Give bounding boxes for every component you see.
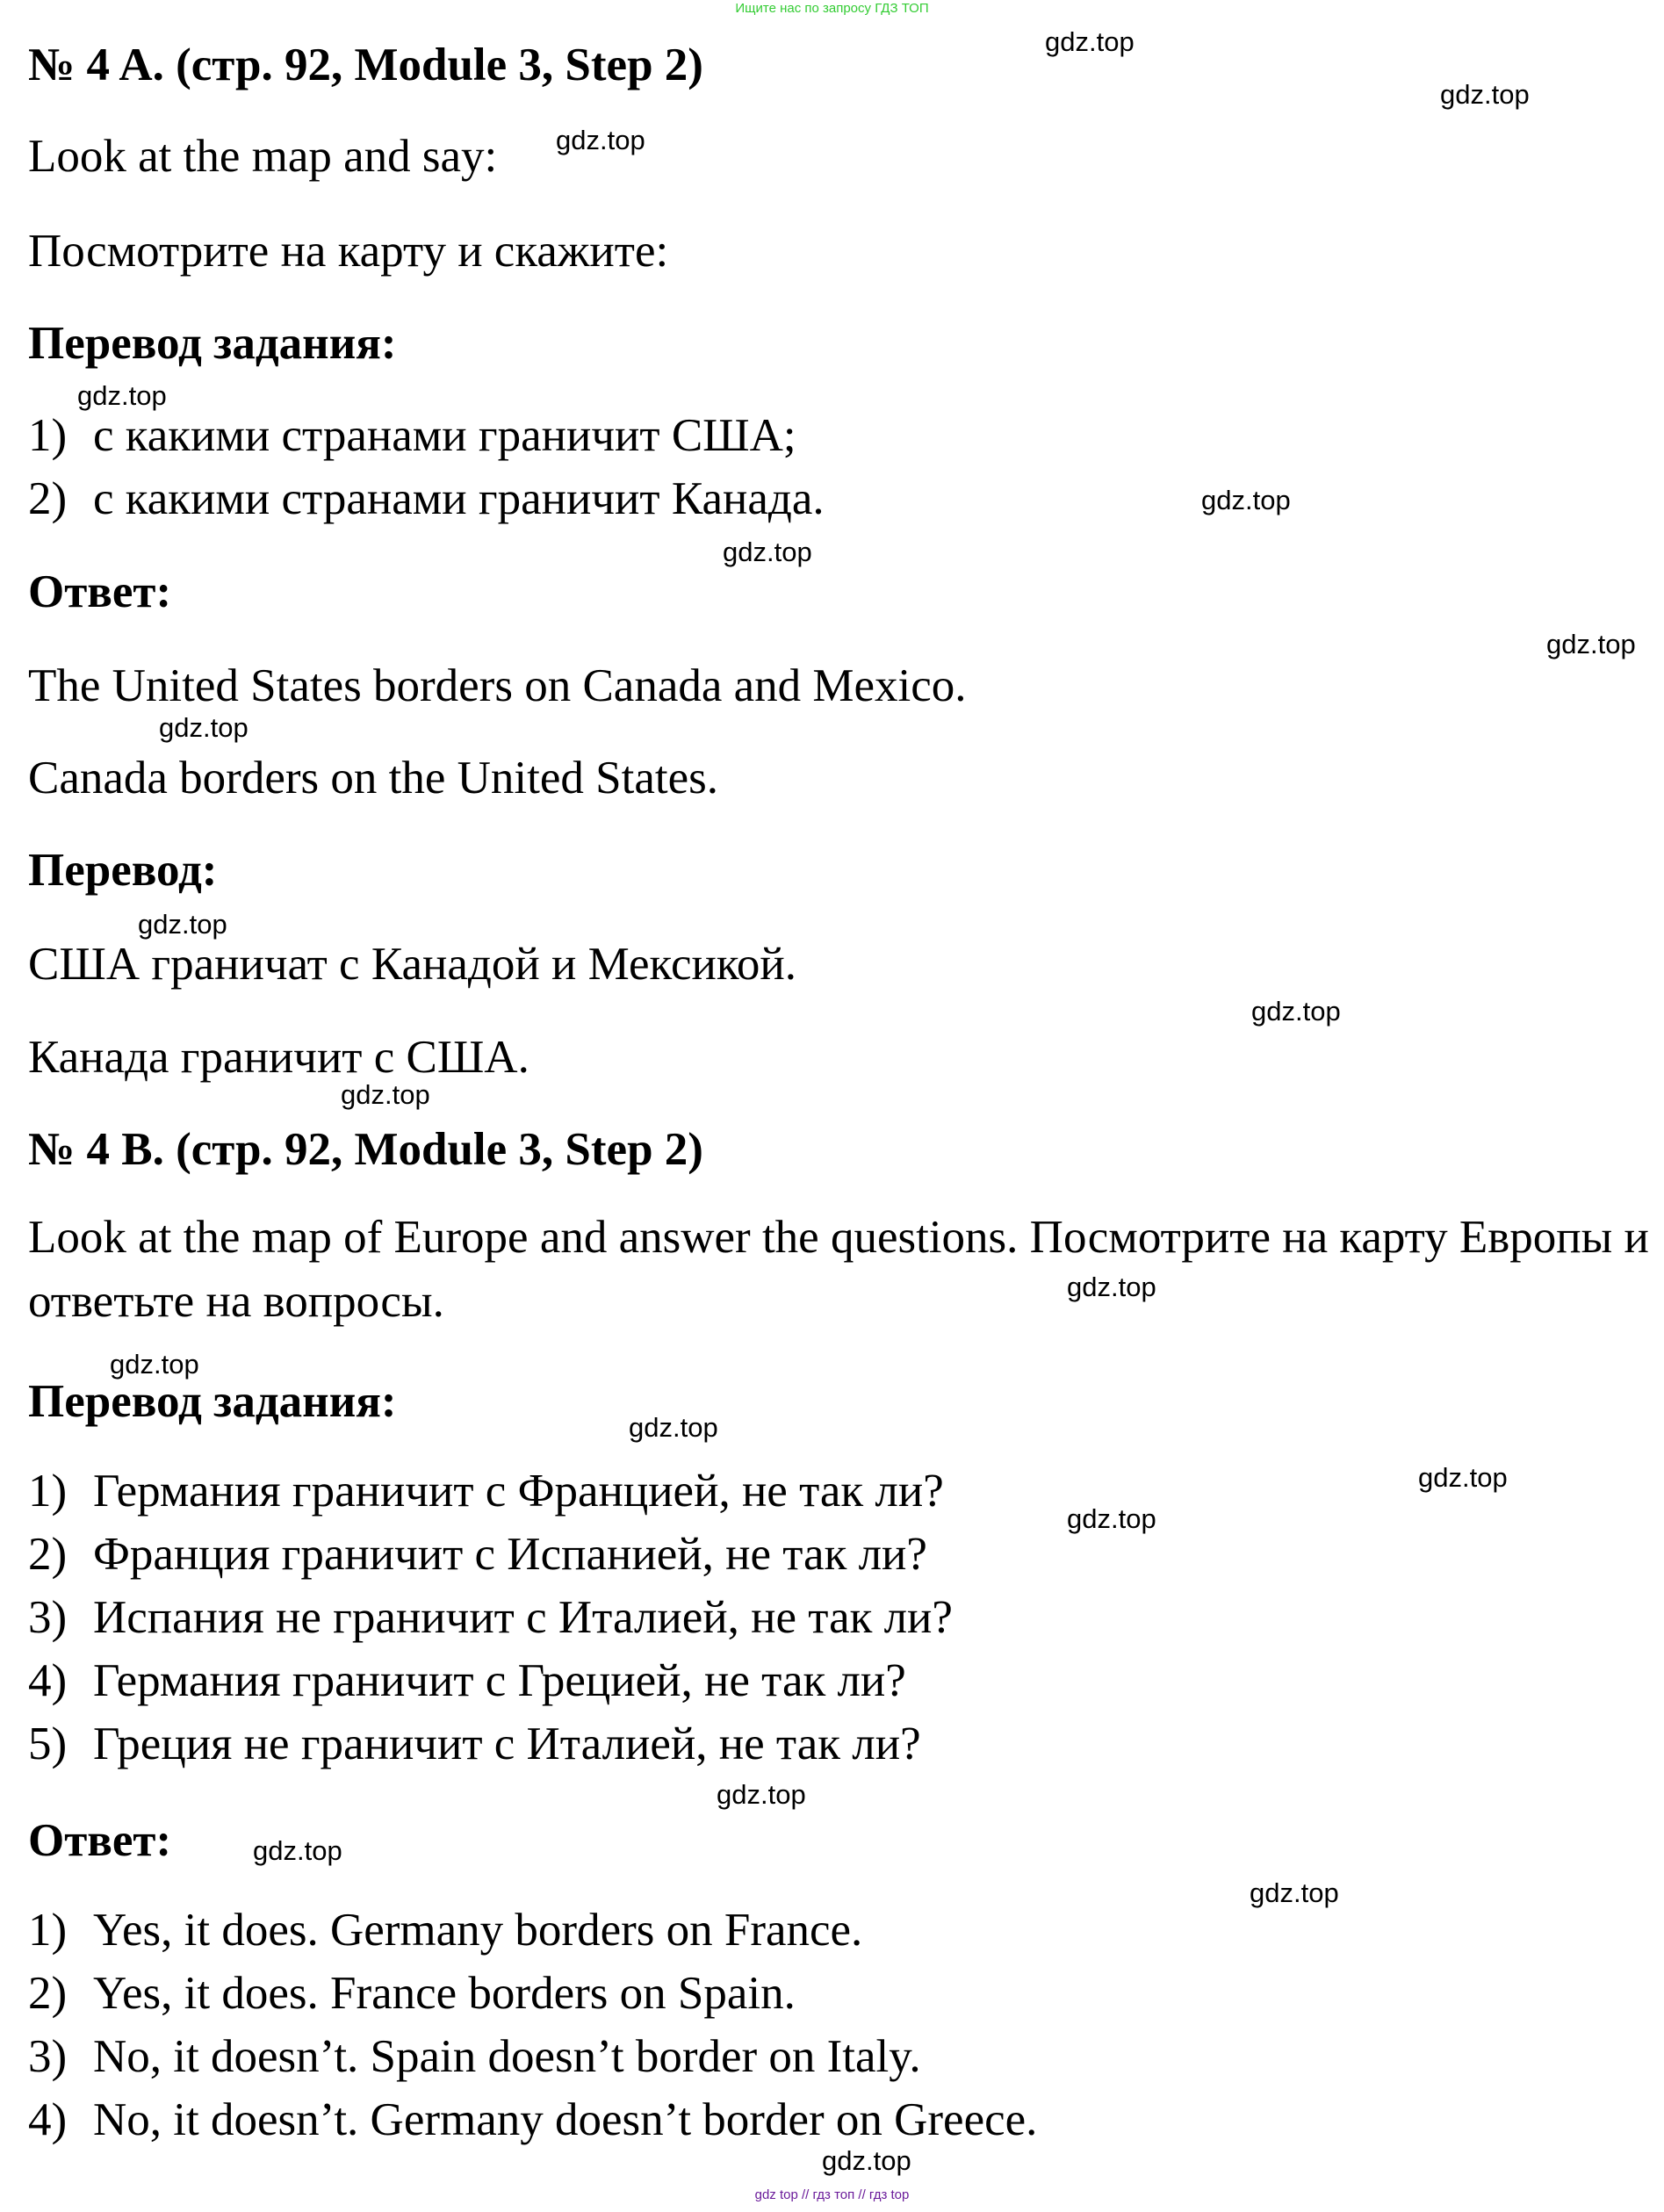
list-text: Франция граничит с Испанией, не так ли? [93,1529,927,1580]
watermark: gdz.top [1251,996,1341,1027]
watermark: gdz.top [629,1412,718,1443]
watermark: gdz.top [1201,485,1291,515]
watermark: gdz.top [717,1779,806,1810]
section-b-task-4 [28,1655,906,1706]
list-text: Греция не граничит с Италией, не так ли? [93,1718,921,1769]
watermark: gdz.top [253,1835,342,1866]
section-b-answer-2 [28,1968,796,2019]
section-b-answer-3 [28,2031,921,2082]
list-number: 5) [28,1718,68,1769]
section-a-answer-2: Canada borders on the United States. [28,753,718,803]
list-text: Германия граничит с Грецией, не так ли? [93,1655,906,1706]
watermark: gdz.top [341,1079,430,1110]
section-a-translation-2: Канада граничит с США. [28,1032,529,1083]
section-a-answer-heading: Ответ: [28,566,172,617]
top-banner: Ищите нас по запросу ГДЗ ТОП [735,1,929,16]
section-b-task-5 [28,1718,921,1769]
watermark: gdz.top [1067,1272,1156,1302]
section-a-instruction-en: Look at the map and say: [28,131,498,182]
list-number: 3) [28,1592,68,1643]
section-a-answer-1: The United States borders on Canada and Mexico. [28,660,967,711]
bottom-banner: gdz top // гдз топ // гдз top [754,2187,910,2202]
watermark: gdz.top [822,2145,911,2176]
list-text: Yes, it does. France borders on Spain. [93,1968,796,2019]
section-b-task-heading: Перевод задания: [28,1376,397,1427]
section-a-task-heading: Перевод задания: [28,318,397,369]
list-number: 2) [28,1529,68,1580]
watermark: gdz.top [1250,1877,1339,1908]
section-a-task-1 [28,410,796,461]
list-text: с какими странами граничит США; [93,410,796,461]
section-b-answer-heading: Ответ: [28,1815,172,1866]
list-text: с какими странами граничит Канада. [93,473,825,524]
section-a-heading: № 4 A. (стр. 92, Module 3, Step 2) [28,40,703,90]
watermark: gdz.top [159,712,249,743]
watermark: gdz.top [1045,26,1135,57]
list-text: No, it doesn’t. Germany doesn’t border on Greece. [93,2094,1038,2145]
list-number: 1) [28,410,68,461]
watermark: gdz.top [1440,79,1530,110]
section-a-translation-1: США граничат с Канадой и Мексикой. [28,939,797,990]
list-number: 1) [28,1466,68,1517]
list-number: 2) [28,1968,68,2019]
list-text: No, it doesn’t. Spain doesn’t border on Italy. [93,2031,921,2082]
list-number: 1) [28,1905,68,1956]
section-b-heading: № 4 B. (стр. 92, Module 3, Step 2) [28,1124,703,1175]
section-a-instruction-ru: Посмотрите на карту и скажите: [28,226,669,277]
watermark: gdz.top [77,380,167,411]
section-a-translation-heading: Перевод: [28,845,218,896]
section-b-instruction: Look at the map of Europe and answer the questions. Посмотрите на карту Европы и ответьте на вопросы. [28,1212,1649,1327]
list-number: 4) [28,1655,68,1706]
list-text: Германия граничит с Францией, не так ли? [93,1466,944,1517]
section-b-answer-1 [28,1907,862,1954]
watermark: gdz.top [556,125,645,155]
watermark: gdz.top [110,1349,199,1380]
watermark: gdz.top [1418,1462,1508,1493]
section-b-answer-4 [28,2094,1038,2145]
section-b-task-1 [28,1468,944,1515]
section-b-task-3 [28,1592,953,1643]
section-b-task-2 [28,1531,927,1578]
watermark: gdz.top [1067,1503,1156,1534]
list-text: Yes, it does. Germany borders on France. [93,1905,863,1956]
list-text: Испания не граничит с Италией, не так ли? [93,1592,953,1643]
list-number: 2) [28,473,68,524]
section-a-task-2 [28,473,825,524]
list-number: 4) [28,2094,68,2145]
watermark: gdz.top [723,537,812,567]
watermark: gdz.top [138,909,227,940]
list-number: 3) [28,2031,68,2082]
watermark: gdz.top [1546,629,1636,659]
